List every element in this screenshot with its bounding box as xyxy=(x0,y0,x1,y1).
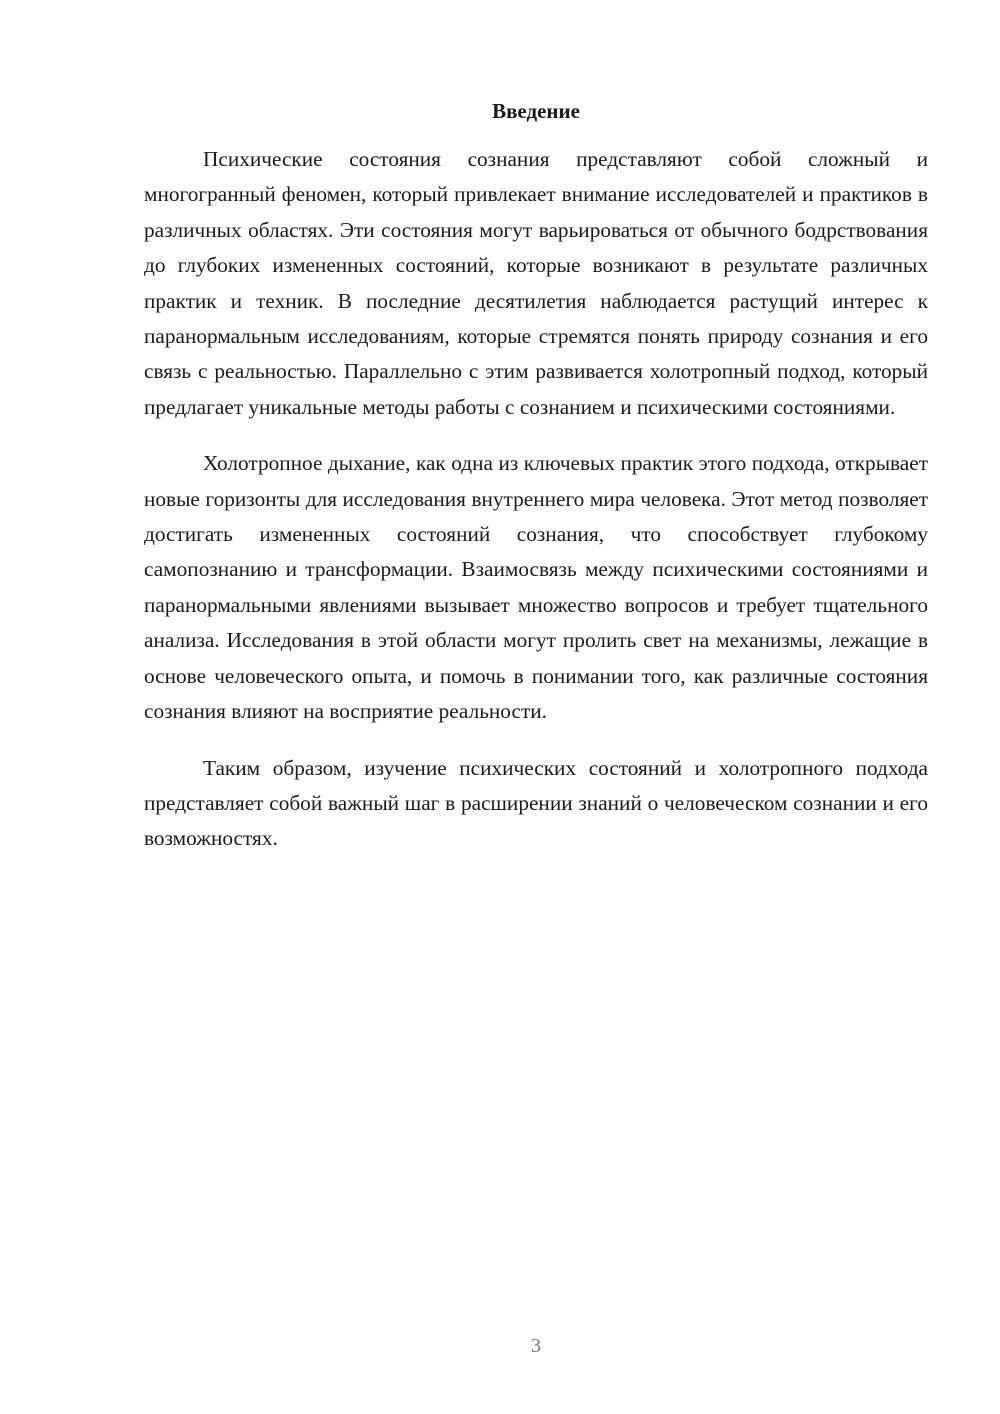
body-text xyxy=(144,142,928,878)
page-number: 3 xyxy=(531,1335,541,1357)
paragraph-2: Холотропное дыхание, как одна из ключевых практик этого подхода, открывает новые горизонты для исследования внутреннего мира человека. Этот метод позволяет достигать измененных состояний сознания, что способствует глубокому самопознанию и трансформации. Взаимосвязь между психическими состояниями и паранормальными явлениями вызывает множество вопросов и требует тщательного анализа. Исследования в этой области могут пролить свет на механизмы, лежащие в основе человеческого опыта, и помочь в понимании того, как различные состояния сознания влияют на восприятие реальности. xyxy=(144,451,928,724)
paragraph-3: Таким образом, изучение психических состояний и холотропного подхода представляет собой важный шаг в расширении знаний о человеческом сознании и его возможностях. xyxy=(144,755,928,851)
paragraph-1: Психические состояния сознания представляют собой сложный и многогранный феномен, который привлекает внимание исследователей и практиков в различных областях. Эти состояния могут варьироваться от обычного бодрствования до глубоких измененных состояний, которые возникают в результате различных практик и техник. В последние десятилетия наблюдается растущий интерес к паранормальным исследованиям, которые стремятся понять природу сознания и его связь с реальностью. Параллельно с этим развивается холотропный подход, который предлагает уникальные методы работы с сознанием и психическими состояниями. xyxy=(144,147,928,419)
page-title: Введение xyxy=(492,99,580,123)
